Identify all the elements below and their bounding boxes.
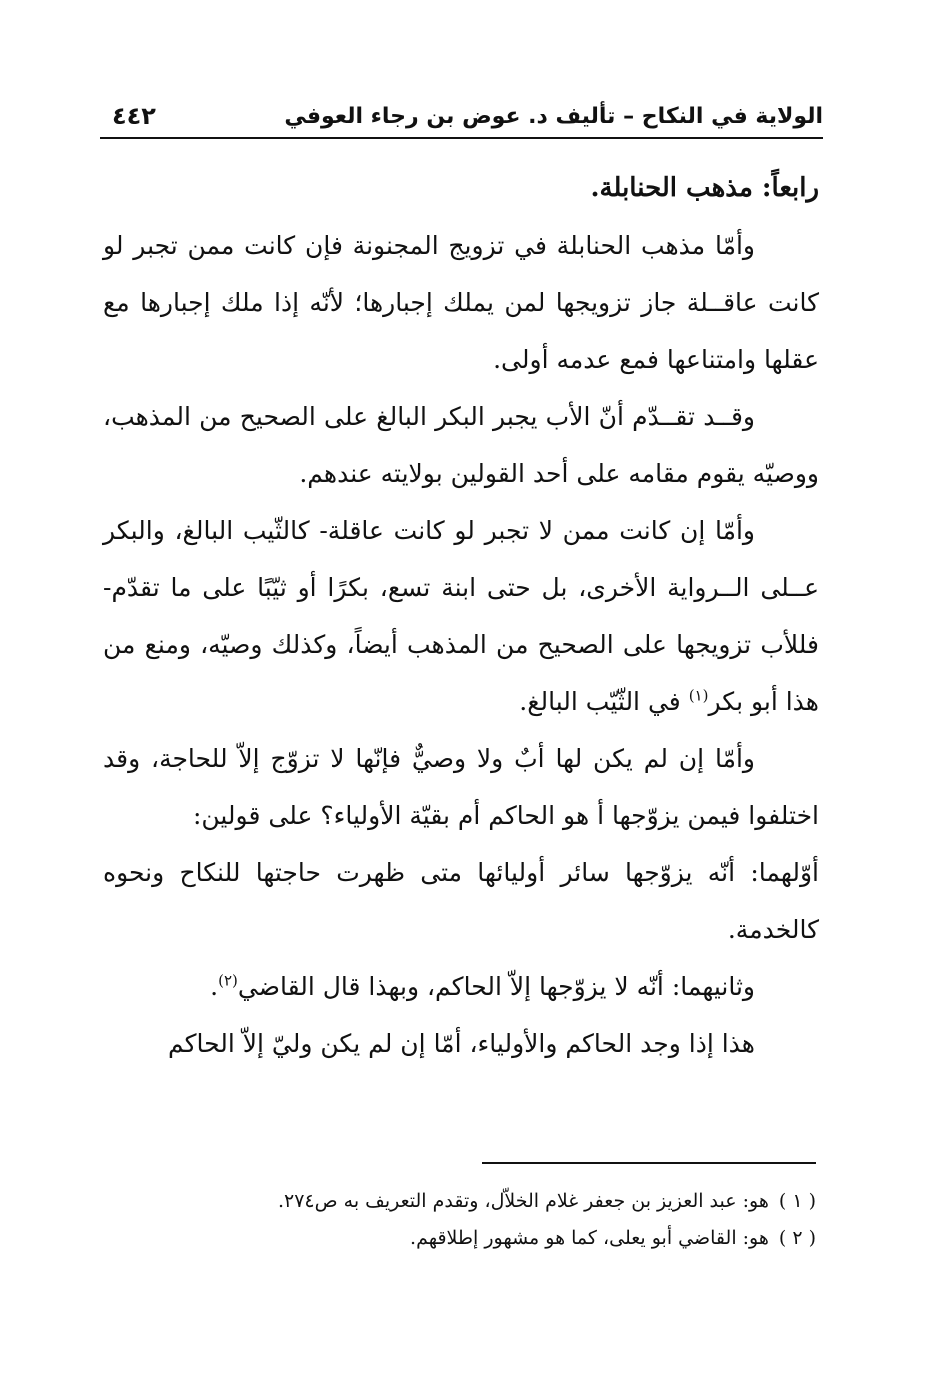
- page-number: ٤٤٢: [112, 102, 156, 130]
- paragraph: [103, 958, 819, 1015]
- paragraph-text: وثانيهما: أنّه لا يزوّجها إلاّ الحاكم، وبهذا قال القاضي: [237, 972, 755, 1001]
- paragraph: [103, 502, 819, 730]
- page-header: [100, 100, 823, 134]
- running-title: الولاية في النكاح – تأليف د. عوض بن رجاء العوفي: [284, 104, 823, 129]
- main-text: [103, 160, 819, 1072]
- paragraph-text: في الثّيّب البالغ.: [519, 687, 689, 716]
- footnote-text: هو: القاضي أبو يعلى، كما هو مشهور إطلاقهم.: [410, 1227, 769, 1249]
- footnotes: [150, 1183, 816, 1257]
- paragraph: وأمّا إن لم يكن لها أبٌ ولا وصيٌّ فإنّها لا تزوّج إلاّ للحاجة، وقد اختلفوا فيمن يزوّجها أ هو الحاكم أم بقيّة الأولياء؟ على قولين:: [103, 744, 819, 830]
- footnote-text: هو: عبد العزيز بن جعفر غلام الخلاّل، وتقدم التعريف به ص٢٧٤.: [277, 1190, 769, 1212]
- footnote-separator: [482, 1162, 816, 1164]
- paragraph-text: .: [210, 972, 219, 1001]
- paragraph: وقــد تقــدّم أنّ الأب يجبر البكر البالغ على الصحيح من المذهب، ووصيّه يقوم مقامه على أحد القولين بولايته عندهم.: [103, 402, 819, 488]
- section-heading: رابعاً: مذهب الحنابلة.: [590, 173, 819, 203]
- header-rule: [100, 137, 823, 139]
- paragraph: هذا إذا وجد الحاكم والأولياء، أمّا إن لم يكن وليّ إلاّ الحاكم: [167, 1029, 755, 1058]
- footnote-reference: (١): [688, 686, 709, 705]
- footnote: [150, 1220, 816, 1257]
- footnote: [150, 1183, 816, 1220]
- footnote-marker: ( ٢ ): [778, 1227, 816, 1249]
- paragraph: وأمّا مذهب الحنابلة في تزويج المجنونة فإن كانت ممن تجبر لو كانت عاقــلة جاز تزويجها لمن يملك إجبارها؛ لأنّه إذا ملك إجبارها مع عقلها وامتناعها فمع عدمه أولى.: [103, 231, 819, 374]
- footnote-marker: ( ١ ): [778, 1190, 816, 1212]
- footnote-reference: (٢): [218, 971, 238, 990]
- paragraph-text: وأمّا إن كانت ممن لا تجبر لو كانت عاقلة- كالثّيب البالغ، والبكر عــلى الــرواية الأخرى، بل حتى ابنة تسع، بكرًا أو ثيّبًا على ما تقدّم- فللأب تزويجها على الصحيح من المذهب أيضاً، وكذلك وصيّه، ومنع من هذا أبو بكر: [103, 516, 819, 716]
- paragraph: أوّلهما: أنّه يزوّجها سائر أوليائها متى ظهرت حاجتها للنكاح ونحوه كالخدمة.: [103, 858, 819, 944]
